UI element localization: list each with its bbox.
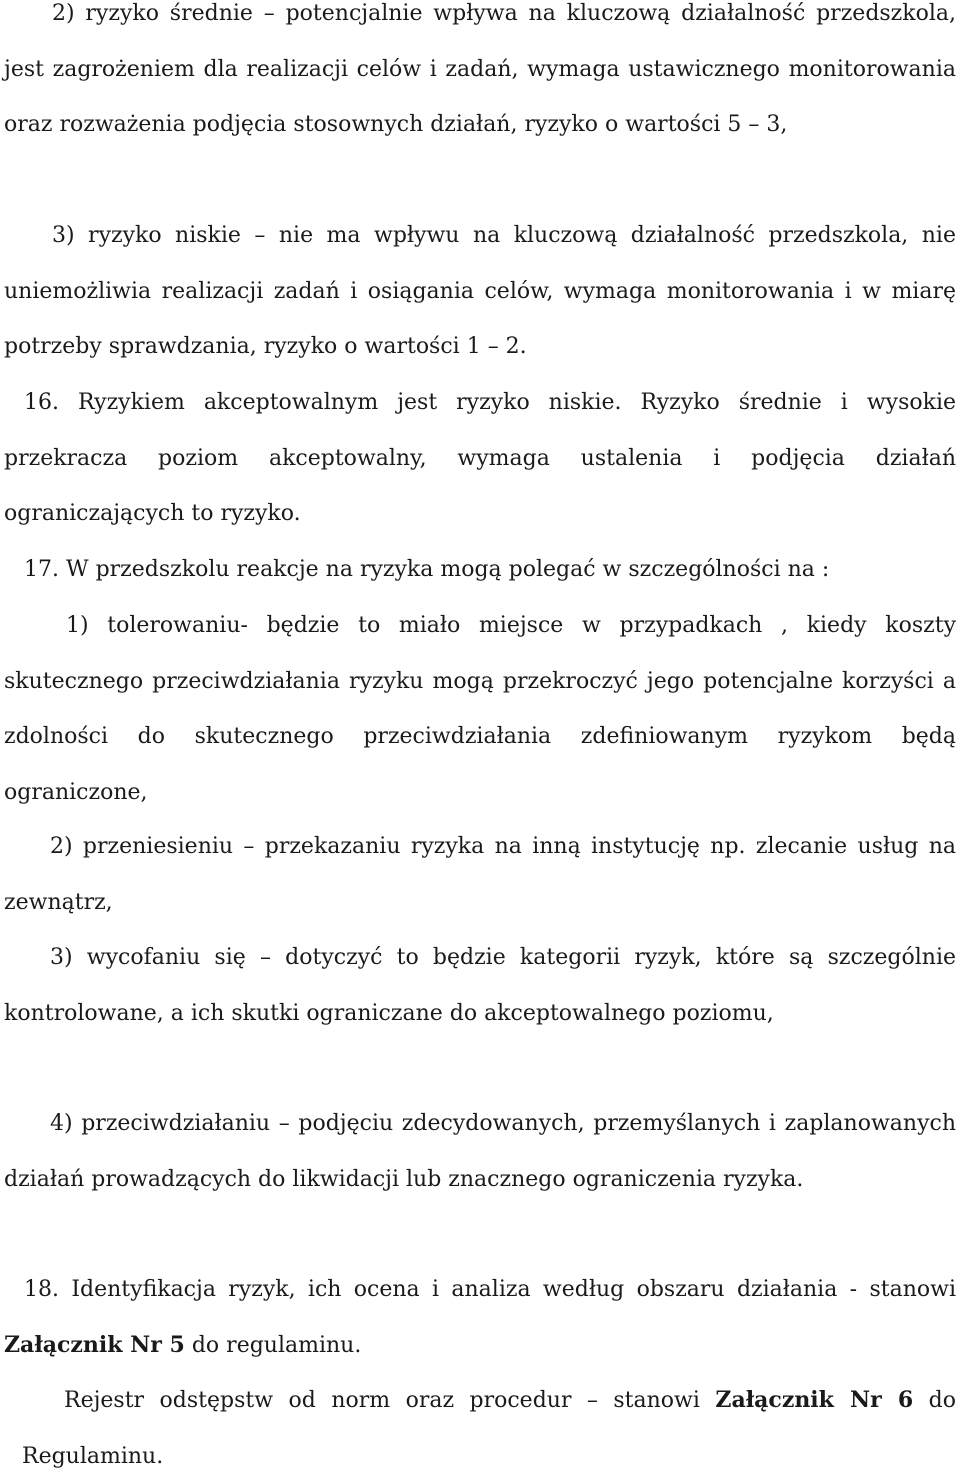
reaction-2-transfer: 2) przeniesieniu – przekazaniu ryzyka na inną instytucję np. zlecanie usług na zewnątrz, [4,834,956,915]
attachment-6-ref: Załącznik Nr 6 [715,1387,914,1413]
paragraph-18: 18. Identyfikacja ryzyk, ich ocena i analiza według obszaru działania - stanowi Załącznik Nr 5 do regulaminu. [4,1277,956,1358]
reaction-1-tolerating: 1) tolerowaniu- będzie to miało miejsce w przypadkach , kiedy koszty skutecznego przeciwdziałania ryzyku mogą przekroczyć jego potencjalne korzyści a zdolności do skutecznego przeciwdziałania zdefiniowanym ryzykom będą ograniczone, [4,613,956,805]
item-2-risk-medium: 2) ryzyko średnie – potencjalnie wpływa na kluczową działalność przedszkola, jest zagrożeniem dla realizacji celów i zadań, wymaga ustawicznego monitorowania oraz rozważenia podjęcia stosownych działań, ryzyko o wartości 5 – 3, [4,1,956,137]
register-paragraph: Rejestr odstępstw od norm oraz procedur – stanowi Załącznik Nr 6 do Regulaminu. [22,1387,956,1469]
reaction-3-withdrawal: 3) wycofaniu się – dotyczyć to będzie kategorii ryzyk, które są szczególnie kontrolowane, a ich skutki ograniczane do akceptowalnego poziomu, [4,945,956,1026]
paragraph-17: 17. W przedszkolu reakcje na ryzyka mogą polegać w szczególności na : [24,557,830,582]
item-3-risk-low: 3) ryzyko niskie – nie ma wpływu na kluczową działalność przedszkola, nie uniemożliwia realizacji zadań i osiągania celów, wymaga monitorowania i w miarę potrzeby sprawdzania, ryzyko o wartości 1 – 2. [4,223,956,359]
reaction-4-counteracting: 4) przeciwdziałaniu – podjęciu zdecydowanych, przemyślanych i zaplanowanych działań prowadzących do likwidacji lub znacznego ograniczenia ryzyka. [4,1111,956,1192]
paragraph-16: 16. Ryzykiem akceptowalnym jest ryzyko niskie. Ryzyko średnie i wysokie przekracza poziom akceptowalny, wymaga ustalenia i podjęcia działań ograniczających to ryzyko. [4,390,956,526]
attachment-5-ref: Załącznik Nr 5 [4,1331,185,1358]
